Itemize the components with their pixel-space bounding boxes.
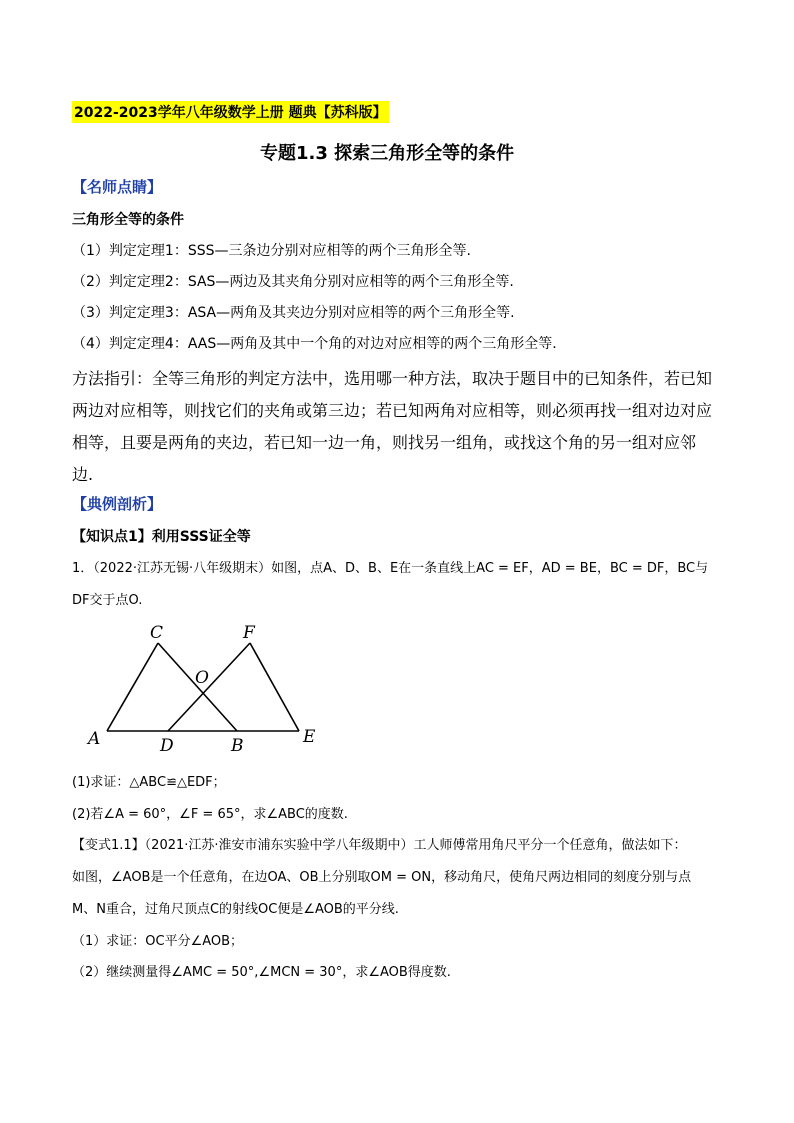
- segment-FE: [250, 643, 299, 731]
- theorem-1: （1）判定定理1：SSS—三条边分别对应相等的两个三角形全等.: [72, 243, 471, 259]
- label-O: O: [195, 668, 209, 688]
- variant-1-question-2: （2）继续测量得∠AMC = 50°,∠MCN = 30°，求∠AOB得度数.: [72, 965, 451, 980]
- segment-DF: [168, 643, 250, 731]
- theorem-2: （2）判定定理2：SAS—两边及其夹角分别对应相等的两个三角形全等.: [72, 274, 514, 290]
- variant-1-line-3: M、N重合，过角尺顶点C的射线OC便是∠AOB的平分线.: [72, 902, 399, 917]
- banner: 2022-2023学年八年级数学上册 题典【苏科版】: [72, 101, 389, 123]
- method-line-4: 边.: [72, 465, 94, 484]
- label-A: A: [88, 729, 101, 749]
- method-line-3: 相等，且要是两角的夹边，若已知一边一角，则找另一组角，或找这个角的另一组对应邻: [72, 433, 697, 452]
- theorem-4: （4）判定定理4：AAS—两角及其中一个角的对边对应相等的两个三角形全等.: [72, 336, 557, 352]
- problem-1-question-2: (2)若∠A = 60°，∠F = 65°，求∠ABC的度数.: [72, 807, 348, 822]
- label-D: D: [160, 736, 174, 756]
- label-B: B: [231, 736, 244, 756]
- section-heading-tips: 【名师点睛】: [72, 178, 163, 196]
- method-line-1: 方法指引：全等三角形的判定方法中，选用哪一种方法，取决于题目中的已知条件，若已知: [72, 369, 713, 388]
- knowledge-point-1: 【知识点1】利用SSS证全等: [72, 529, 251, 545]
- label-C: C: [150, 623, 164, 643]
- page-title: 专题1.3 探索三角形全等的条件: [260, 143, 515, 164]
- theorem-3: （3）判定定理3：ASA—两角及其夹边分别对应相等的两个三角形全等.: [72, 305, 515, 321]
- variant-1-line-2: 如图，∠AOB是一个任意角，在边OA、OB上分别取OM = ON，移动角尺，使角尺两边相同的刻度分别与点: [72, 870, 692, 885]
- subheading: 三角形全等的条件: [72, 212, 184, 228]
- problem-1-line-2: DF交于点O.: [72, 593, 143, 608]
- problem-1-line-1: 1．（2022·江苏无锡·八年级期末）如图，点A、D、B、E在一条直线上AC = EF，AD = BE，BC = DF，BC与: [72, 561, 709, 576]
- problem-1-question-1: (1)求证：△ABC≌△EDF；: [72, 775, 226, 790]
- section-heading-examples: 【典例剖析】: [72, 495, 163, 513]
- variant-1-question-1: （1）求证：OC平分∠AOB；: [72, 934, 244, 949]
- label-E: E: [303, 727, 316, 747]
- segment-AC: [107, 643, 158, 731]
- variant-1-line-1: 【变式1.1】（2021·江苏·淮安市浦东实验中学八年级期中）工人师傅常用角尺平分一个任意角，做法如下：: [72, 838, 687, 853]
- triangle-figure: [80, 618, 340, 758]
- label-F: F: [243, 623, 255, 643]
- method-line-2: 两边对应相等，则找它们的夹角或第三边；若已知两角对应相等，则必须再找一组对边对应: [72, 401, 713, 420]
